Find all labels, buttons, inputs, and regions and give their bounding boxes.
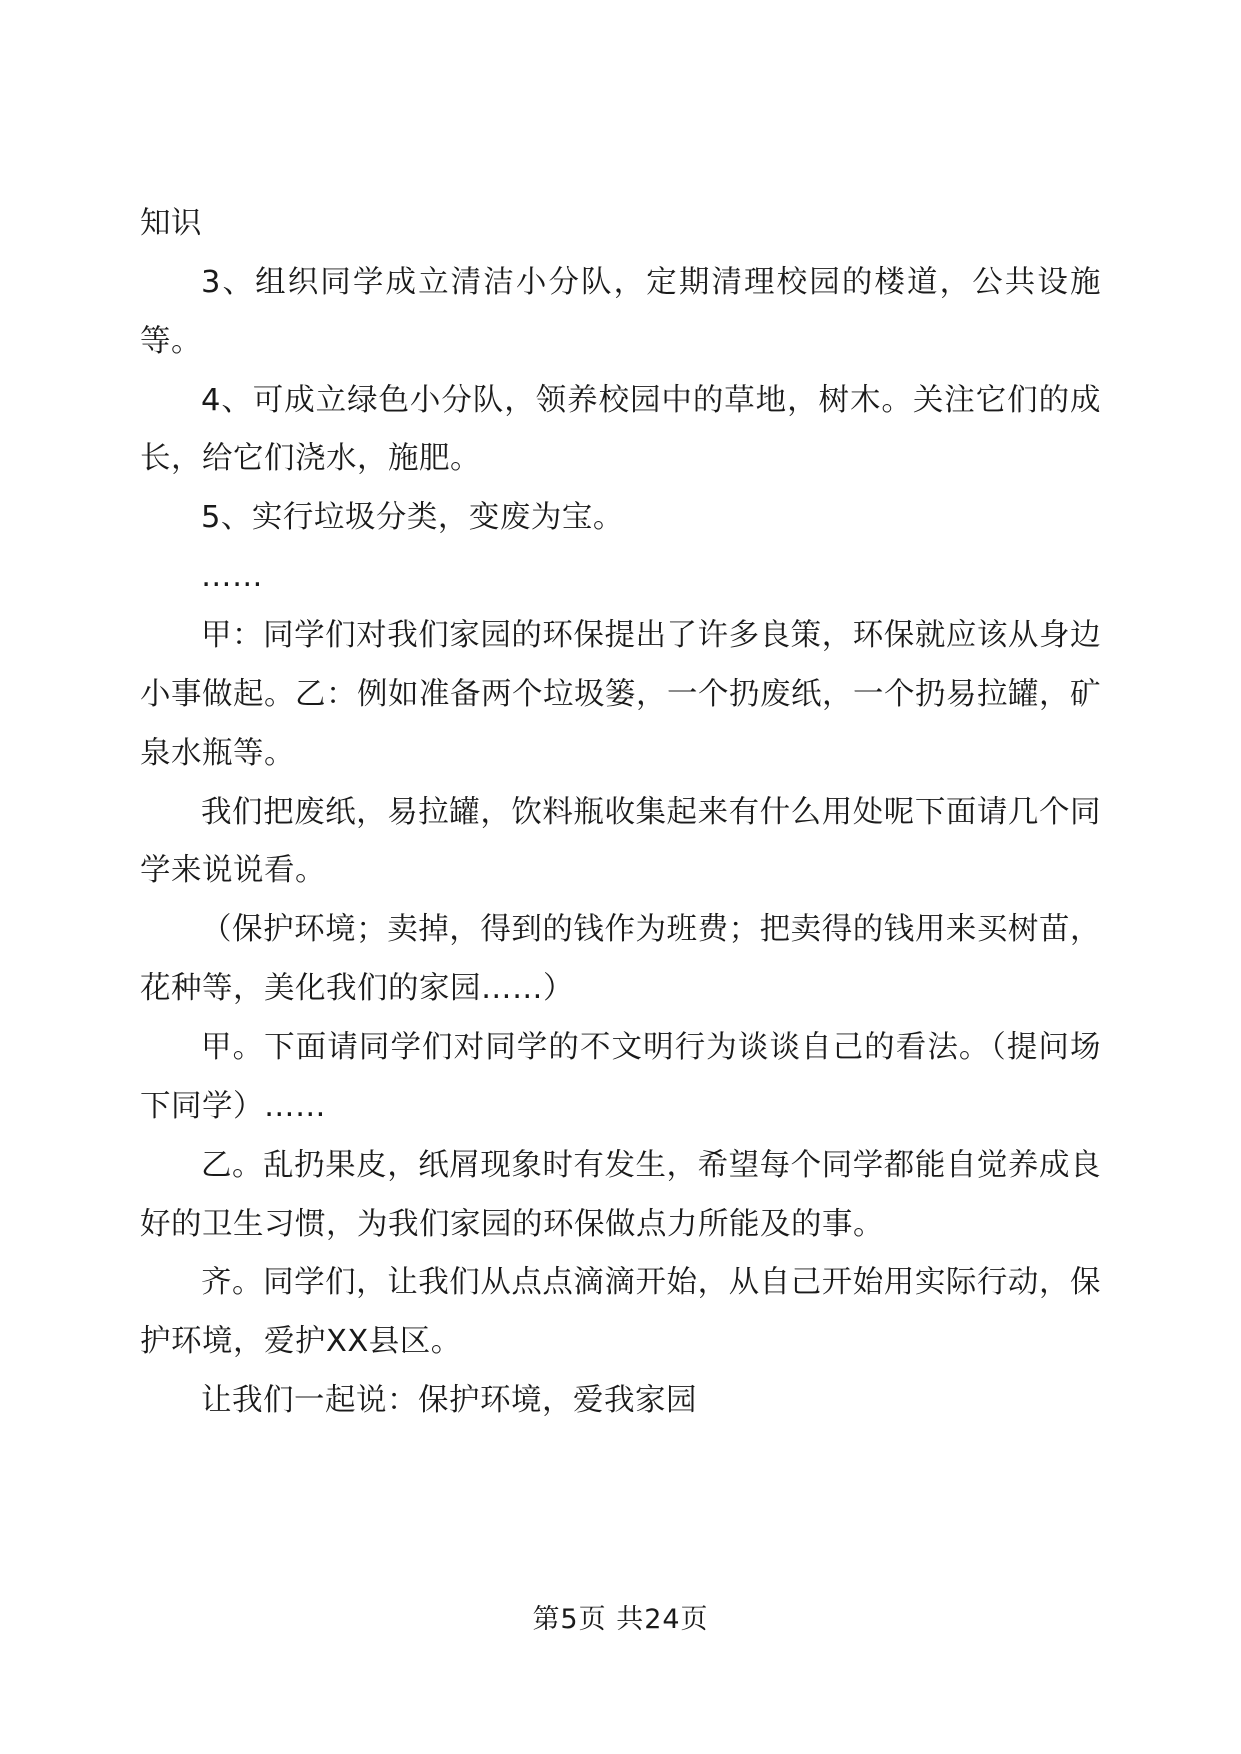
paragraph: 5、实行垃圾分类，变废为宝。	[201, 500, 624, 536]
paragraph: 甲。下面请同学们对同学的不文明行为谈谈自己的看法。（提问场下同学）……	[140, 1030, 1101, 1124]
paragraph: 4、可成立绿色小分队，领养校园中的草地，树木。关注它们的成长，给它们浇水，施肥。	[140, 382, 1101, 477]
paragraph: 甲：同学们对我们家园的环保提出了许多良策，环保就应该从身边小事做起。乙：例如准备两个垃圾篓，一个扔废纸，一个扔易拉罐，矿泉水瓶等。	[140, 618, 1101, 771]
paragraph: ……	[201, 559, 263, 595]
paragraph: 让我们一起说：保护环境，爱我家园	[201, 1383, 697, 1419]
paragraph: 我们把废纸，易拉罐，饮料瓶收集起来有什么用处呢下面请几个同学来说说看。	[140, 794, 1101, 889]
paragraph: 齐。同学们，让我们从点点滴滴开始，从自己开始用实际行动，保护环境，爱护XX县区。	[140, 1265, 1101, 1360]
paragraph: 乙。乱扔果皮，纸屑现象时有发生，希望每个同学都能自觉养成良好的卫生习惯，为我们家园的环保做点力所能及的事。	[140, 1147, 1101, 1242]
page-footer: 第5页 共24页	[532, 1604, 709, 1635]
paragraph: （保护环境；卖掉，得到的钱作为班费；把卖得的钱用来买树苗，花种等，美化我们的家园……）	[140, 912, 1101, 1007]
document-body	[140, 195, 1101, 1431]
paragraph: 3、组织同学成立清洁小分队，定期清理校园的楼道，公共设施等。	[140, 264, 1101, 359]
paragraph: 知识	[140, 206, 202, 241]
